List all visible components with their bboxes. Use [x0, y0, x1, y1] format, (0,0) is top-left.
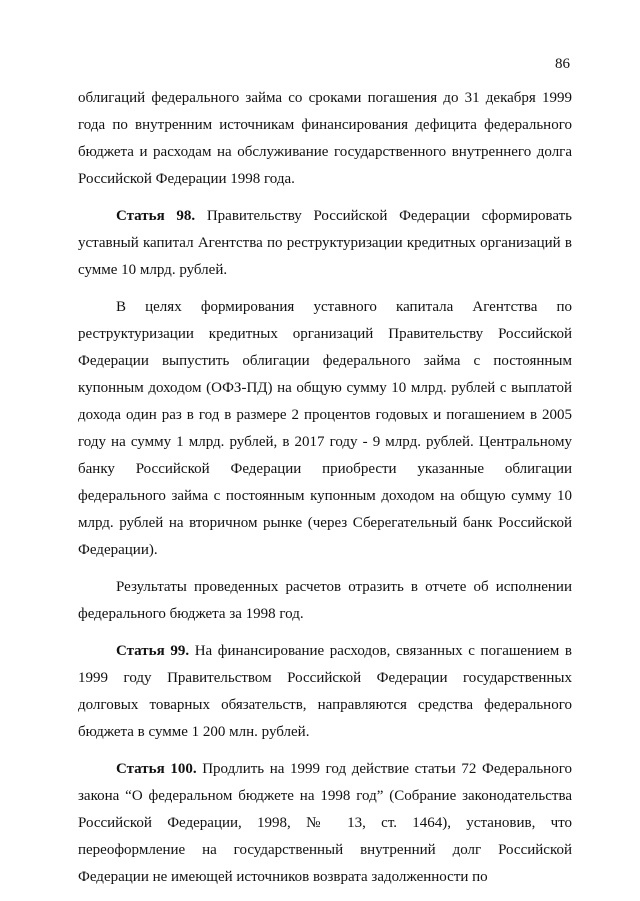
paragraph-text: На финансирование расходов, связанных с погашением в 1999 году Правительством Российской Федерации государственных долговых товарных обязательств, направляются средства федерального бюджета в сумме 1 200 млн. рублей.	[78, 643, 572, 740]
paragraph-results	[78, 574, 572, 628]
paragraph-text: В целях формирования уставного капитала Агентства по реструктуризации кредитных организаций Правительству Российской Федерации выпустить облигации федерального займа с постоянным купонным доходом (ОФЗ-ПД) на общую сумму 10 млрд. рублей с выплатой дохода один раз в год в размере 2 процентов годовых и погашением в 2005 году на сумму 1 млрд. рублей, в 2017 году - 9 млрд. рублей. Центральному банку Российской Федерации приобрести указанные облигации федерального займа с постоянным купонным доходом на общую сумму 10 млрд. рублей на вторичном рынке (через Сберегательный банк Российской Федерации).	[78, 299, 572, 558]
article-title: Статья 98.	[116, 208, 196, 224]
paragraph-article-99	[78, 638, 572, 746]
paragraph-capital-formation	[78, 294, 572, 564]
paragraph-text: Продлить на 1999 год действие статьи 72 Федерального закона “О федеральном бюджете на 1998 год” (Собрание законодательства Российской Федерации, 1998, № 13, ст. 1464), установив, что переоформление на государственный внутренний долг Российской Федерации не имеющей источников возврата задолженности по	[78, 761, 572, 885]
paragraph-text: Правительству Российской Федерации сформировать уставный капитал Агентства по реструктуризации кредитных организаций в сумме 10 млрд. рублей.	[78, 208, 572, 278]
page-number: 86	[555, 56, 570, 72]
document-body	[78, 85, 572, 901]
paragraph-text: облигаций федерального займа со сроками погашения до 31 декабря 1999 года по внутренним источникам финансирования дефицита федерального бюджета и расходам на обслуживание государственного внутреннего долга Российской Федерации 1998 года.	[78, 90, 572, 187]
paragraph-text: Результаты проведенных расчетов отразить в отчете об исполнении федерального бюджета за 1998 год.	[78, 579, 572, 622]
article-title: Статья 100.	[116, 761, 197, 777]
paragraph-continuation	[78, 85, 572, 193]
paragraph-article-100	[78, 756, 572, 891]
article-title: Статья 99.	[116, 643, 190, 659]
paragraph-article-98	[78, 203, 572, 284]
